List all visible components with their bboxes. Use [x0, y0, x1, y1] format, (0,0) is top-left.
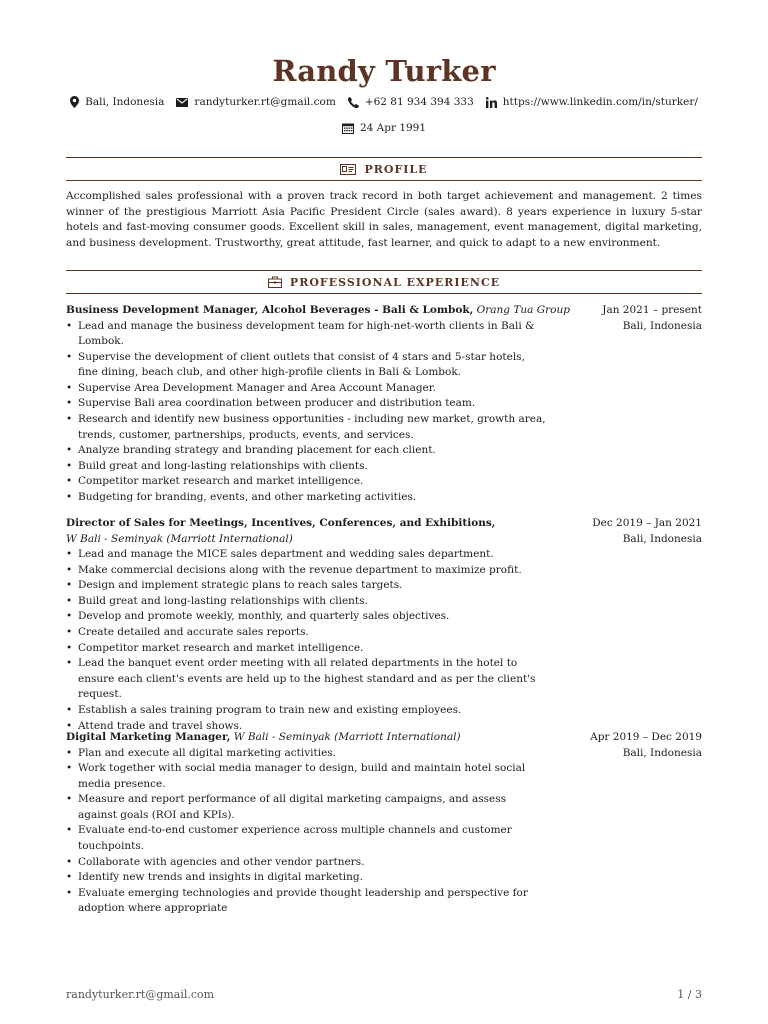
job-location: Bali, Indonesia [622, 532, 702, 545]
location-item [70, 96, 164, 108]
job-header [66, 303, 702, 319]
list-item: • Supervise Bali area coordination between producer and distribution team. [66, 396, 546, 412]
linkedin-item[interactable] [486, 96, 698, 108]
list-item: • Lead and manage the business development team for high-net-worth clients in Bali & Lombok. [66, 319, 546, 350]
list-item: • Measure and report performance of all digital marketing campaigns, and assess against goals (ROI and KPIs). [66, 792, 546, 823]
list-item: • Create detailed and accurate sales reports. [66, 625, 546, 641]
dob-row [0, 122, 768, 134]
profile-summary: Accomplished sales professional with a proven track record in both target achievement and management. 2 times winner of the prestigious Marriott Asia Pacific President Circle (sales award). 8 years experience in luxury 5-star hotels and fast-moving consumer goods. Excellent skill in sales, management, event management, digital marketing, and business development. Trustworthy, great attitude, fast learner, and quick to adapt to a new environment. [66, 190, 702, 249]
job-company: Orang Tua Group [476, 304, 570, 316]
map-pin-icon [70, 96, 79, 108]
job-bullets [66, 746, 702, 918]
job-company: W Bali - Seminyak (Marriott International) [233, 731, 461, 743]
list-item: • Develop and promote weekly, monthly, and quarterly sales objectives. [66, 609, 546, 625]
dob-text: 24 Apr 1991 [359, 122, 427, 134]
phone-item[interactable] [348, 96, 474, 108]
email-item[interactable] [176, 96, 335, 108]
job-title: Digital Marketing Manager, [66, 731, 231, 743]
envelope-icon [176, 98, 188, 107]
job-subheader [66, 532, 702, 548]
list-item: • Collaborate with agencies and other vendor partners. [66, 855, 546, 871]
list-item: • Evaluate end-to-end customer experience across multiple channels and customer touchpoints. [66, 823, 546, 854]
contact-row [0, 96, 768, 108]
job-dates: Dec 2019 – Jan 2021 [592, 517, 702, 529]
list-item: • Work together with social media manager to design, build and maintain hotel social media presence. [66, 761, 546, 792]
list-item: • Supervise the development of client outlets that consist of 4 stars and 5-star hotels, fine dining, beach club, and other high-profile clients in Bali & Lombok. [66, 350, 546, 381]
list-item: • Design and implement strategic plans to reach sales targets. [66, 578, 546, 594]
profile-heading [66, 157, 702, 181]
job-company: W Bali - Seminyak (Marriott International) [66, 532, 293, 545]
location-text: Bali, Indonesia [85, 96, 165, 108]
list-item: • Research and identify new business opportunities - including new market, growth area, trends, customer, partnerships, products, events, and services. [66, 412, 546, 443]
list-item: • Identify new trends and insights in digital marketing. [66, 870, 546, 886]
list-item: • Analyze branding strategy and branding placement for each client. [66, 443, 546, 459]
list-item: • Competitor market research and market intelligence. [66, 641, 546, 657]
job-location: Bali, Indonesia [622, 746, 702, 759]
email-link[interactable]: randyturker.rt@gmail.com [194, 96, 336, 108]
list-item: • Lead and manage the MICE sales department and wedding sales department. [66, 547, 546, 563]
profile-heading-label: PROFILE [364, 162, 428, 176]
job-title: Director of Sales for Meetings, Incentives, Conferences, and Exhibitions, [66, 517, 496, 529]
experience-heading [66, 270, 702, 294]
briefcase-icon [268, 276, 282, 288]
job-header [66, 730, 702, 746]
job-header [66, 516, 702, 532]
job-dates: Apr 2019 – Dec 2019 [590, 731, 702, 743]
phone-text[interactable]: +62 81 934 394 333 [364, 96, 474, 108]
list-item: • Competitor market research and market intelligence. [66, 474, 546, 490]
job-entry [66, 303, 702, 506]
footer-email: randyturker.rt@gmail.com [66, 988, 215, 1001]
list-item: • Make commercial decisions along with the revenue department to maximize profit. [66, 563, 546, 579]
candidate-name: Randy Turker [272, 54, 496, 88]
experience-heading-label: PROFESSIONAL EXPERIENCE [289, 275, 501, 289]
list-item: • Supervise Area Development Manager and Area Account Manager. [66, 381, 546, 397]
job-location: Bali, Indonesia [622, 319, 702, 332]
phone-icon [348, 97, 359, 108]
page-number: 1 / 3 [677, 988, 702, 1001]
job-entry [66, 516, 702, 734]
linkedin-icon [486, 97, 497, 108]
job-dates: Jan 2021 – present [602, 304, 702, 316]
list-item: • Budgeting for branding, events, and other marketing activities. [66, 490, 546, 506]
list-item: • Build great and long-lasting relationships with clients. [66, 594, 546, 610]
job-title: Business Development Manager, Alcohol Beverages - Bali & Lombok, [66, 304, 474, 316]
list-item: • Plan and execute all digital marketing activities. [66, 746, 546, 762]
linkedin-link[interactable]: https://www.linkedin.com/in/sturker/ [502, 96, 698, 108]
list-item: • Attend trade and travel shows. [66, 719, 546, 735]
job-bullets [66, 319, 702, 506]
calendar-icon [342, 123, 354, 134]
list-item: • Evaluate emerging technologies and provide thought leadership and perspective for adoption where appropriate [66, 886, 546, 917]
list-item: • Establish a sales training program to train new and existing employees. [66, 703, 546, 719]
id-card-icon [340, 164, 356, 175]
list-item: • Lead the banquet event order meeting with all related departments in the hotel to ensure each client's events are held up to the highest standard and as per the client's request. [66, 656, 546, 703]
job-entry [66, 730, 702, 917]
job-bullets [66, 547, 702, 734]
list-item: • Build great and long-lasting relationships with clients. [66, 459, 546, 475]
